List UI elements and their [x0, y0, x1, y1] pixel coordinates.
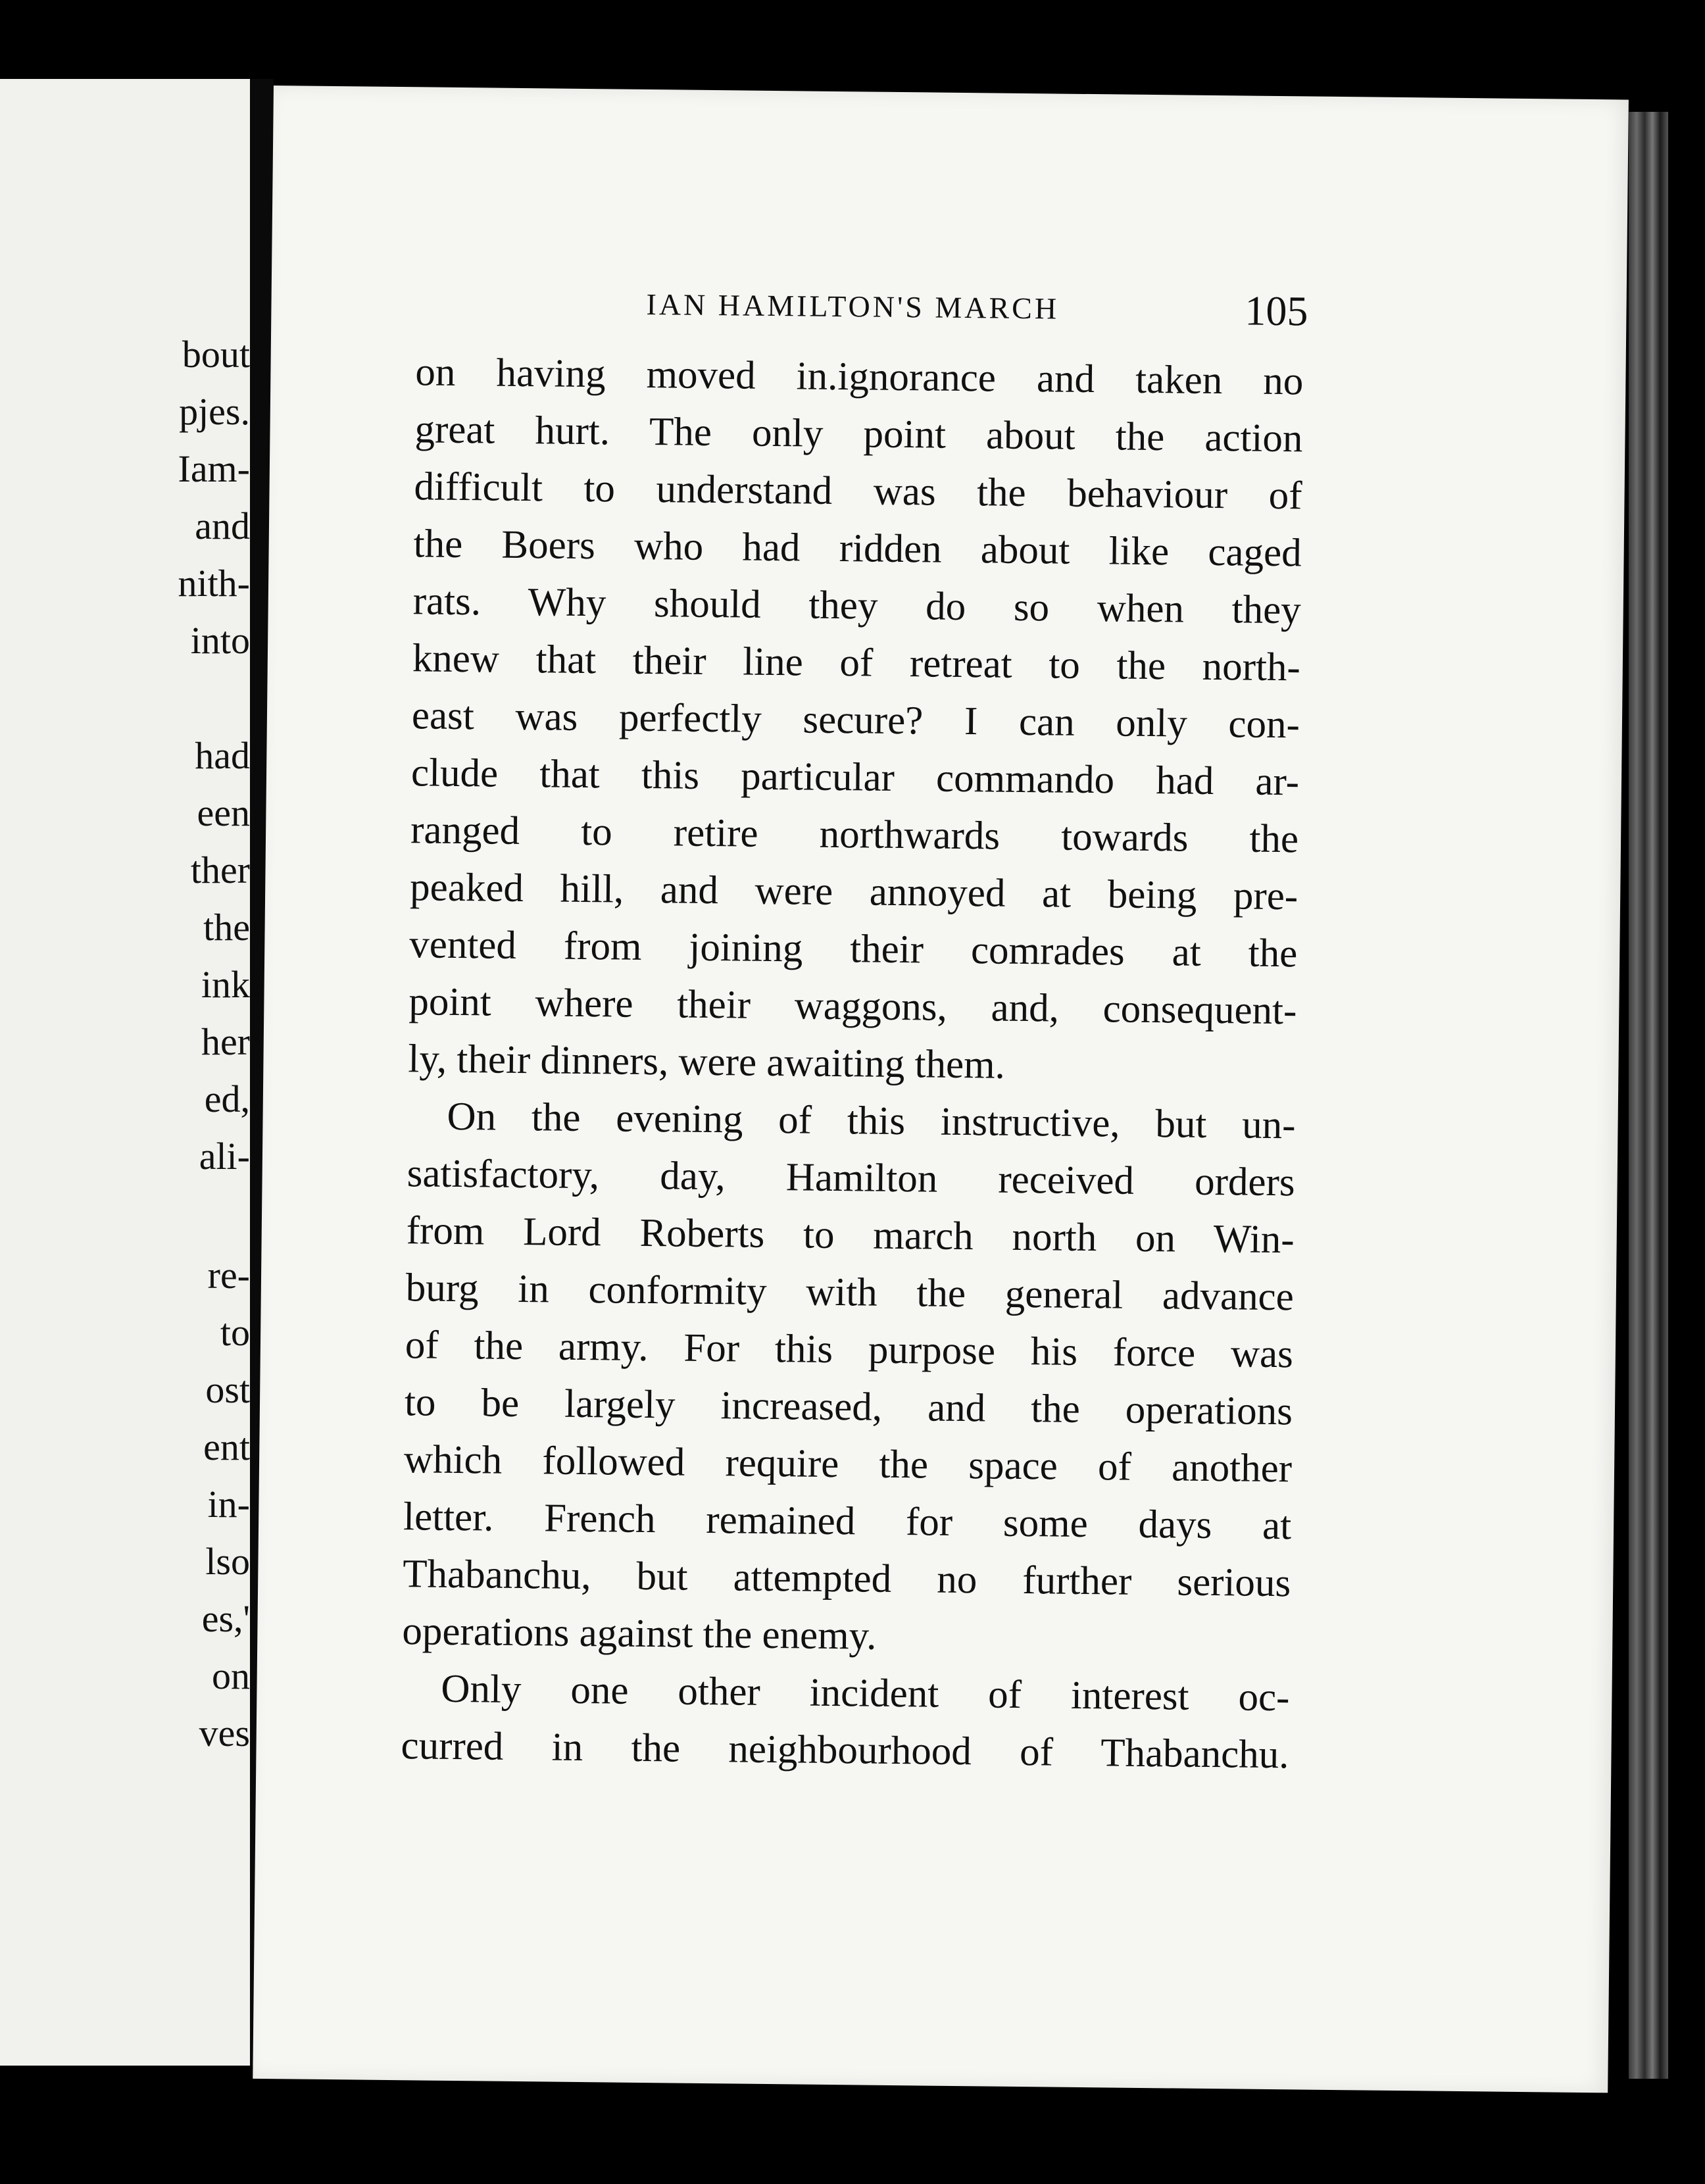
left-page-line: re- [207, 1254, 250, 1297]
left-page-line: pjes. [179, 390, 250, 433]
left-page-line: nith- [178, 562, 250, 605]
text-line: clude that this particular commando had ar- [410, 751, 1300, 805]
left-page-line: ink [201, 963, 250, 1006]
left-page-line: ed, [204, 1078, 250, 1120]
text-line: knew that their line of retreat to the north- [412, 636, 1301, 690]
text-line: on having moved in.ignorance and taken no [415, 350, 1304, 404]
left-page-line: ost [205, 1368, 250, 1411]
left-page-line: bout [182, 333, 250, 376]
left-page-line: een [197, 791, 250, 834]
left-page-line: es,' [201, 1597, 250, 1640]
text-line: vented from joining their comrades at the [408, 922, 1298, 976]
text-line: which followed require the space of another [403, 1437, 1293, 1491]
text-line: east was perfectly secure? I can only con- [411, 693, 1300, 747]
text-line: to be largely increased, and the operations [404, 1380, 1293, 1434]
left-page-fragment [0, 79, 250, 2066]
left-page-line: on [212, 1654, 250, 1697]
left-page-line: to [220, 1311, 250, 1354]
body-text [401, 343, 1304, 1783]
text-line: peaked hill, and were annoyed at being pre- [409, 865, 1298, 919]
left-page-line: had [195, 734, 250, 777]
text-line: On the evening of this instructive, but un- [447, 1094, 1296, 1148]
left-page-line: Iam- [178, 447, 250, 490]
left-page-line: and [195, 505, 250, 547]
left-page-line: ent [203, 1426, 250, 1468]
text-line: ranged to retire northwards towards the [410, 808, 1299, 862]
left-page-line: ves [199, 1712, 250, 1754]
left-page-line: her [201, 1020, 250, 1063]
text-line: curred in the neighbourhood of Thabanchu. [401, 1724, 1289, 1777]
left-page-line: the [203, 906, 250, 949]
text-line: point where their waggons, and, consequent- [408, 980, 1297, 1033]
left-page-line: ali- [199, 1135, 250, 1178]
text-line: letter. French remained for some days at [403, 1495, 1292, 1549]
text-line: from Lord Roberts to march north on Win- [406, 1208, 1295, 1262]
text-line: operations against the enemy. [402, 1609, 877, 1658]
text-line: ly, their dinners, were awaiting them. [408, 1037, 1006, 1087]
text-line: Thabanchu, but attempted no further serious [402, 1552, 1291, 1606]
page-edges [1629, 112, 1668, 2079]
left-page-line: lso [205, 1540, 250, 1583]
book-page [253, 86, 1629, 2093]
text-line: Only one other incident of interest oc- [441, 1666, 1290, 1720]
page-number: 105 [1245, 287, 1308, 335]
left-page-line: ther [190, 849, 250, 891]
left-page-line: into [190, 619, 250, 662]
text-line: rats. Why should they do so when they [412, 579, 1302, 633]
text-line: burg in conformity with the general advance [405, 1266, 1295, 1320]
text-line: of the army. For this purpose his force was [405, 1323, 1294, 1377]
running-head: IAN HAMILTON'S MARCH [646, 287, 1060, 326]
left-page-line: in- [207, 1483, 250, 1526]
text-line: the Boers who had ridden about like caged [413, 522, 1302, 576]
text-line: great hurt. The only point about the action [414, 407, 1303, 461]
text-line: difficult to understand was the behaviour of [414, 464, 1302, 518]
text-line: satisfactory, day, Hamilton received orders [407, 1151, 1295, 1205]
